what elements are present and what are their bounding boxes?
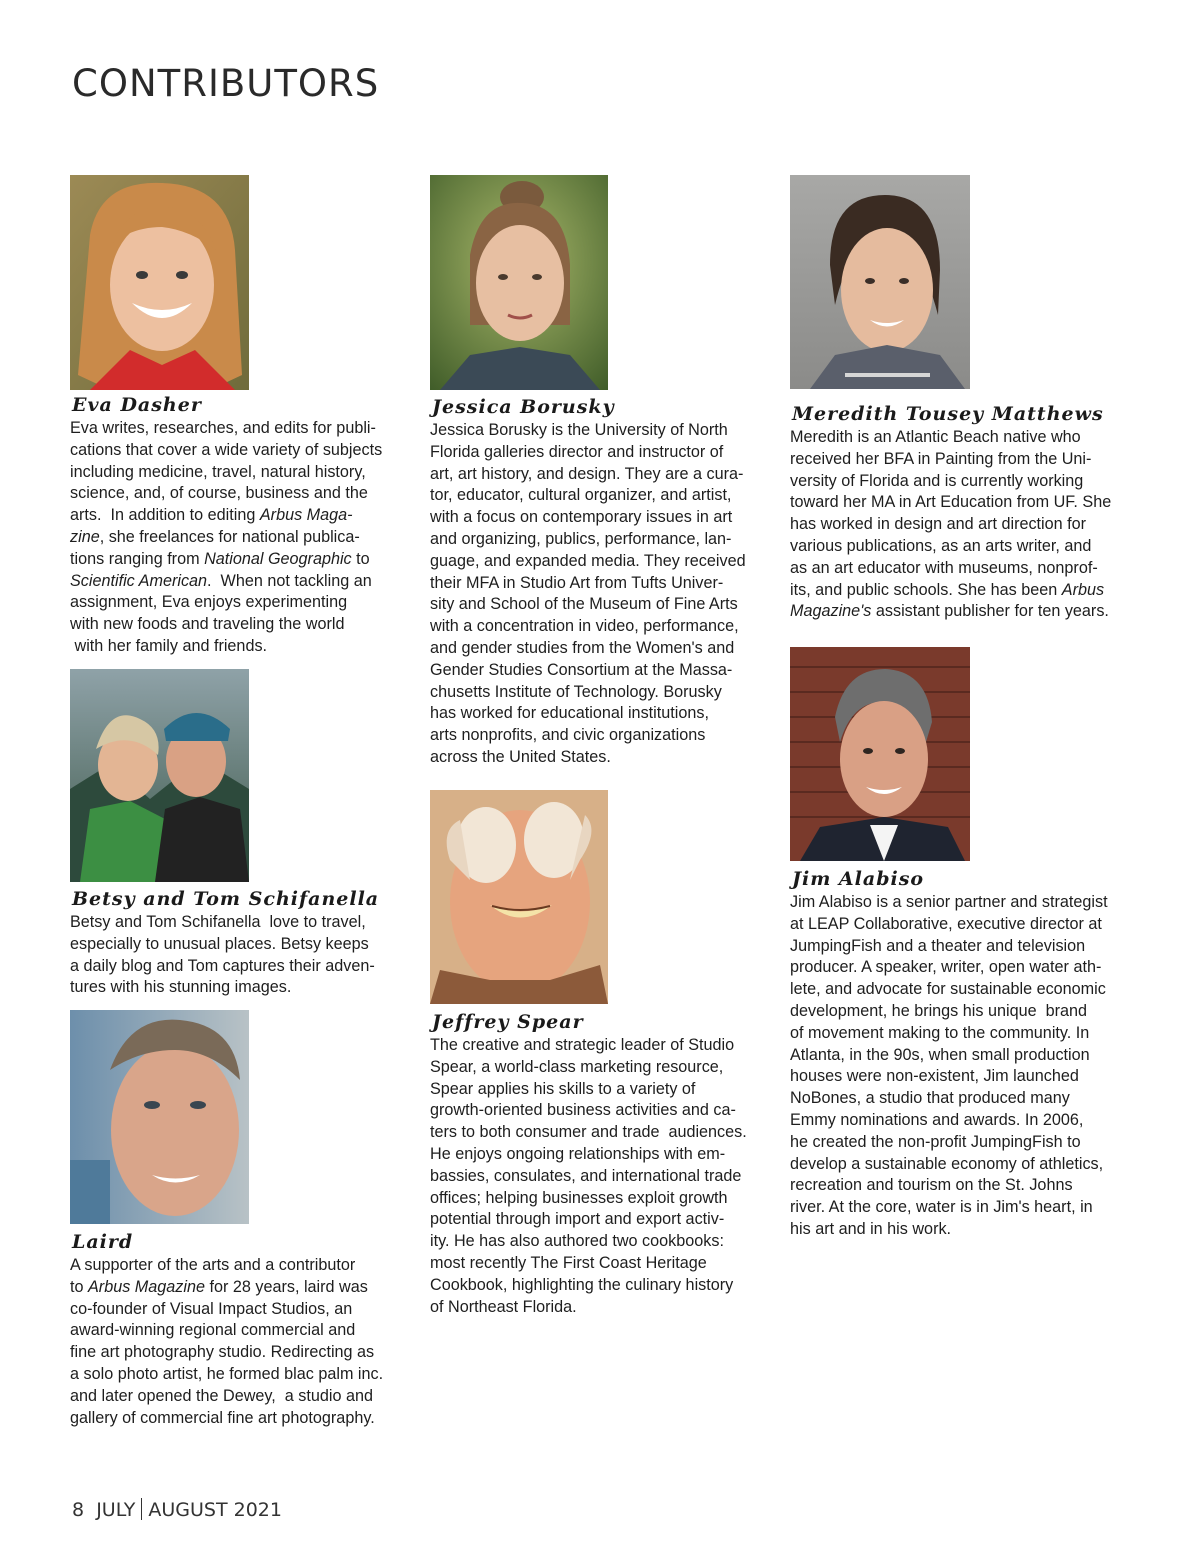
contributor-bio <box>790 427 1132 623</box>
bio-line: received her BFA in Painting from the Uni- <box>790 449 1092 468</box>
bio-line: their MFA in Studio Art from Tufts Univer- <box>430 573 724 592</box>
bio-line: with her family and friends. <box>70 636 268 655</box>
bio-line: he created the non-profit JumpingFish to <box>790 1132 1081 1151</box>
bio-line: ity. He has also authored two cookbooks: <box>430 1232 724 1251</box>
bio-line: Florida galleries director and instructor of <box>430 442 724 461</box>
contributor-bio <box>430 420 775 769</box>
bio-line: Betsy and Tom Schifanella love to travel, <box>70 913 366 931</box>
bio-line: tures with his stunning images. <box>70 978 292 997</box>
bio-line: offices; helping businesses exploit growth <box>430 1188 728 1207</box>
bio-line: Gender Studies Consortium at the Massa- <box>430 660 733 679</box>
bio-line: with new foods and traveling the world <box>70 615 345 634</box>
bio-line: tions ranging from National Geographic to <box>70 549 370 568</box>
portrait-photo <box>70 669 249 882</box>
bio-line: bassies, consulates, and international trade <box>430 1166 742 1185</box>
bio-line: houses were non-existent, Jim launched <box>790 1067 1079 1086</box>
bio-line: arts. In addition to editing Arbus Maga- <box>70 506 353 525</box>
page-number: 8 <box>72 1499 85 1521</box>
bio-line: ters to both consumer and trade audiences. <box>430 1123 747 1142</box>
bio-line: Magazine's assistant publisher for ten years. <box>790 602 1109 621</box>
bio-line: assignment, Eva enjoys experimenting <box>70 593 348 612</box>
bio-line: Atlanta, in the 90s, when small production <box>790 1045 1090 1064</box>
portrait-photo <box>790 175 970 389</box>
contributor-name: Jessica Borusky <box>432 396 615 418</box>
bio-line: science, and, of course, business and the <box>70 484 368 503</box>
bio-line: Emmy nominations and awards. In 2006, <box>790 1110 1084 1129</box>
bio-line: has worked in design and art direction for <box>790 515 1087 534</box>
issue-month: JULY <box>96 1499 136 1521</box>
contributor-name: Betsy and Tom Schifanella <box>72 888 380 910</box>
bio-line: and gender studies from the Women's and <box>430 638 735 657</box>
bio-line: zine, she freelances for national publica- <box>70 527 360 546</box>
bio-line: as an art educator with museums, nonprof- <box>790 558 1098 577</box>
bio-line: cations that cover a wide variety of subjects <box>70 440 383 459</box>
bio-line: Scientific American. When not tackling an <box>70 571 372 590</box>
bio-line: sity and School of the Museum of Fine Arts <box>430 595 738 614</box>
contributor-bio <box>70 912 410 999</box>
bio-line: development, he brings his unique brand <box>790 1001 1087 1020</box>
contributor-bio <box>70 1255 410 1429</box>
bio-line: various publications, as an arts writer, and <box>790 536 1092 555</box>
bio-line: Eva writes, researches, and edits for publi- <box>70 419 376 437</box>
bio-line: of Northeast Florida. <box>430 1297 577 1316</box>
portrait-photo <box>70 175 249 390</box>
bio-line: award-winning regional commercial and <box>70 1321 356 1340</box>
bio-line: potential through import and export activ- <box>430 1210 725 1229</box>
bio-line: co-founder of Visual Impact Studios, an <box>70 1299 353 1318</box>
contributor-bio <box>430 1035 775 1318</box>
contributor-name: Laird <box>72 1231 134 1253</box>
bio-line: has worked for educational institutions, <box>430 704 709 723</box>
bio-line: producer. A speaker, writer, open water ath- <box>790 958 1102 977</box>
bio-line: JumpingFish and a theater and television <box>790 936 1086 955</box>
bio-line: art, art history, and design. They are a cura- <box>430 464 744 483</box>
bio-line: his art and in his work. <box>790 1219 952 1238</box>
divider <box>141 1498 142 1520</box>
bio-line: of movement making to the community. In <box>790 1023 1090 1042</box>
bio-line: Cookbook, highlighting the culinary history <box>430 1275 734 1294</box>
bio-line: A supporter of the arts and a contributor <box>70 1256 356 1274</box>
bio-line: The creative and strategic leader of Studio <box>430 1036 735 1054</box>
bio-line: a daily blog and Tom captures their adven- <box>70 956 375 975</box>
bio-line: growth-oriented business activities and ca- <box>430 1101 736 1120</box>
bio-line: across the United States. <box>430 747 611 766</box>
bio-line: guage, and expanded media. They received <box>430 551 746 570</box>
bio-line: including medicine, travel, natural history, <box>70 462 366 481</box>
portrait-photo <box>790 647 970 861</box>
bio-line: with a focus on contemporary issues in art <box>430 508 733 527</box>
bio-line: and organizing, publics, performance, lan- <box>430 529 732 548</box>
bio-line: He enjoys ongoing relationships with em- <box>430 1144 726 1163</box>
contributor-name: Eva Dasher <box>72 394 202 416</box>
page-title: CONTRIBUTORS <box>72 62 380 105</box>
bio-line: NoBones, a studio that produced many <box>790 1089 1070 1108</box>
bio-line: most recently The First Coast Heritage <box>430 1253 707 1272</box>
portrait-photo <box>430 790 608 1004</box>
bio-line: Spear applies his skills to a variety of <box>430 1079 696 1098</box>
bio-line: arts nonprofits, and civic organizations <box>430 726 706 745</box>
bio-line: develop a sustainable economy of athletics, <box>790 1154 1104 1173</box>
bio-line: at LEAP Collaborative, executive director at <box>790 914 1102 933</box>
issue-date: AUGUST 2021 <box>148 1499 282 1521</box>
bio-line: toward her MA in Art Education from UF. She <box>790 493 1112 512</box>
bio-line: lete, and advocate for sustainable economic <box>790 980 1106 999</box>
bio-line: tor, educator, cultural organizer, and artist, <box>430 486 732 505</box>
bio-line: chusetts Institute of Technology. Borusky <box>430 682 722 701</box>
bio-line: and later opened the Dewey, a studio and <box>70 1386 373 1405</box>
bio-line: Jessica Borusky is the University of North <box>430 421 728 439</box>
bio-line: especially to unusual places. Betsy keeps <box>70 934 369 953</box>
portrait-photo <box>430 175 608 390</box>
bio-line: versity of Florida and is currently working <box>790 471 1084 490</box>
contributor-name: Meredith Tousey Matthews <box>792 403 1104 425</box>
bio-line: with a concentration in video, performance, <box>430 617 739 636</box>
bio-line: Meredith is an Atlantic Beach native who <box>790 428 1081 446</box>
bio-line: a solo photo artist, he formed blac palm inc. <box>70 1364 384 1383</box>
bio-line: Spear, a world-class marketing resource, <box>430 1057 724 1076</box>
page-footer <box>72 1498 282 1521</box>
bio-line: gallery of commercial fine art photography. <box>70 1408 375 1427</box>
contributor-bio <box>790 892 1135 1241</box>
bio-line: fine art photography studio. Redirecting as <box>70 1343 375 1362</box>
contributor-bio <box>70 418 410 658</box>
bio-line: recreation and tourism on the St. Johns <box>790 1176 1073 1195</box>
bio-line: its, and public schools. She has been Arbus <box>790 580 1105 599</box>
bio-line: Jim Alabiso is a senior partner and strategist <box>790 893 1108 911</box>
contributor-name: Jim Alabiso <box>792 868 925 890</box>
contributor-name: Jeffrey Spear <box>432 1011 584 1033</box>
bio-line: to Arbus Magazine for 28 years, laird was <box>70 1277 368 1296</box>
bio-line: river. At the core, water is in Jim's heart, in <box>790 1198 1093 1217</box>
portrait-photo <box>70 1010 249 1224</box>
